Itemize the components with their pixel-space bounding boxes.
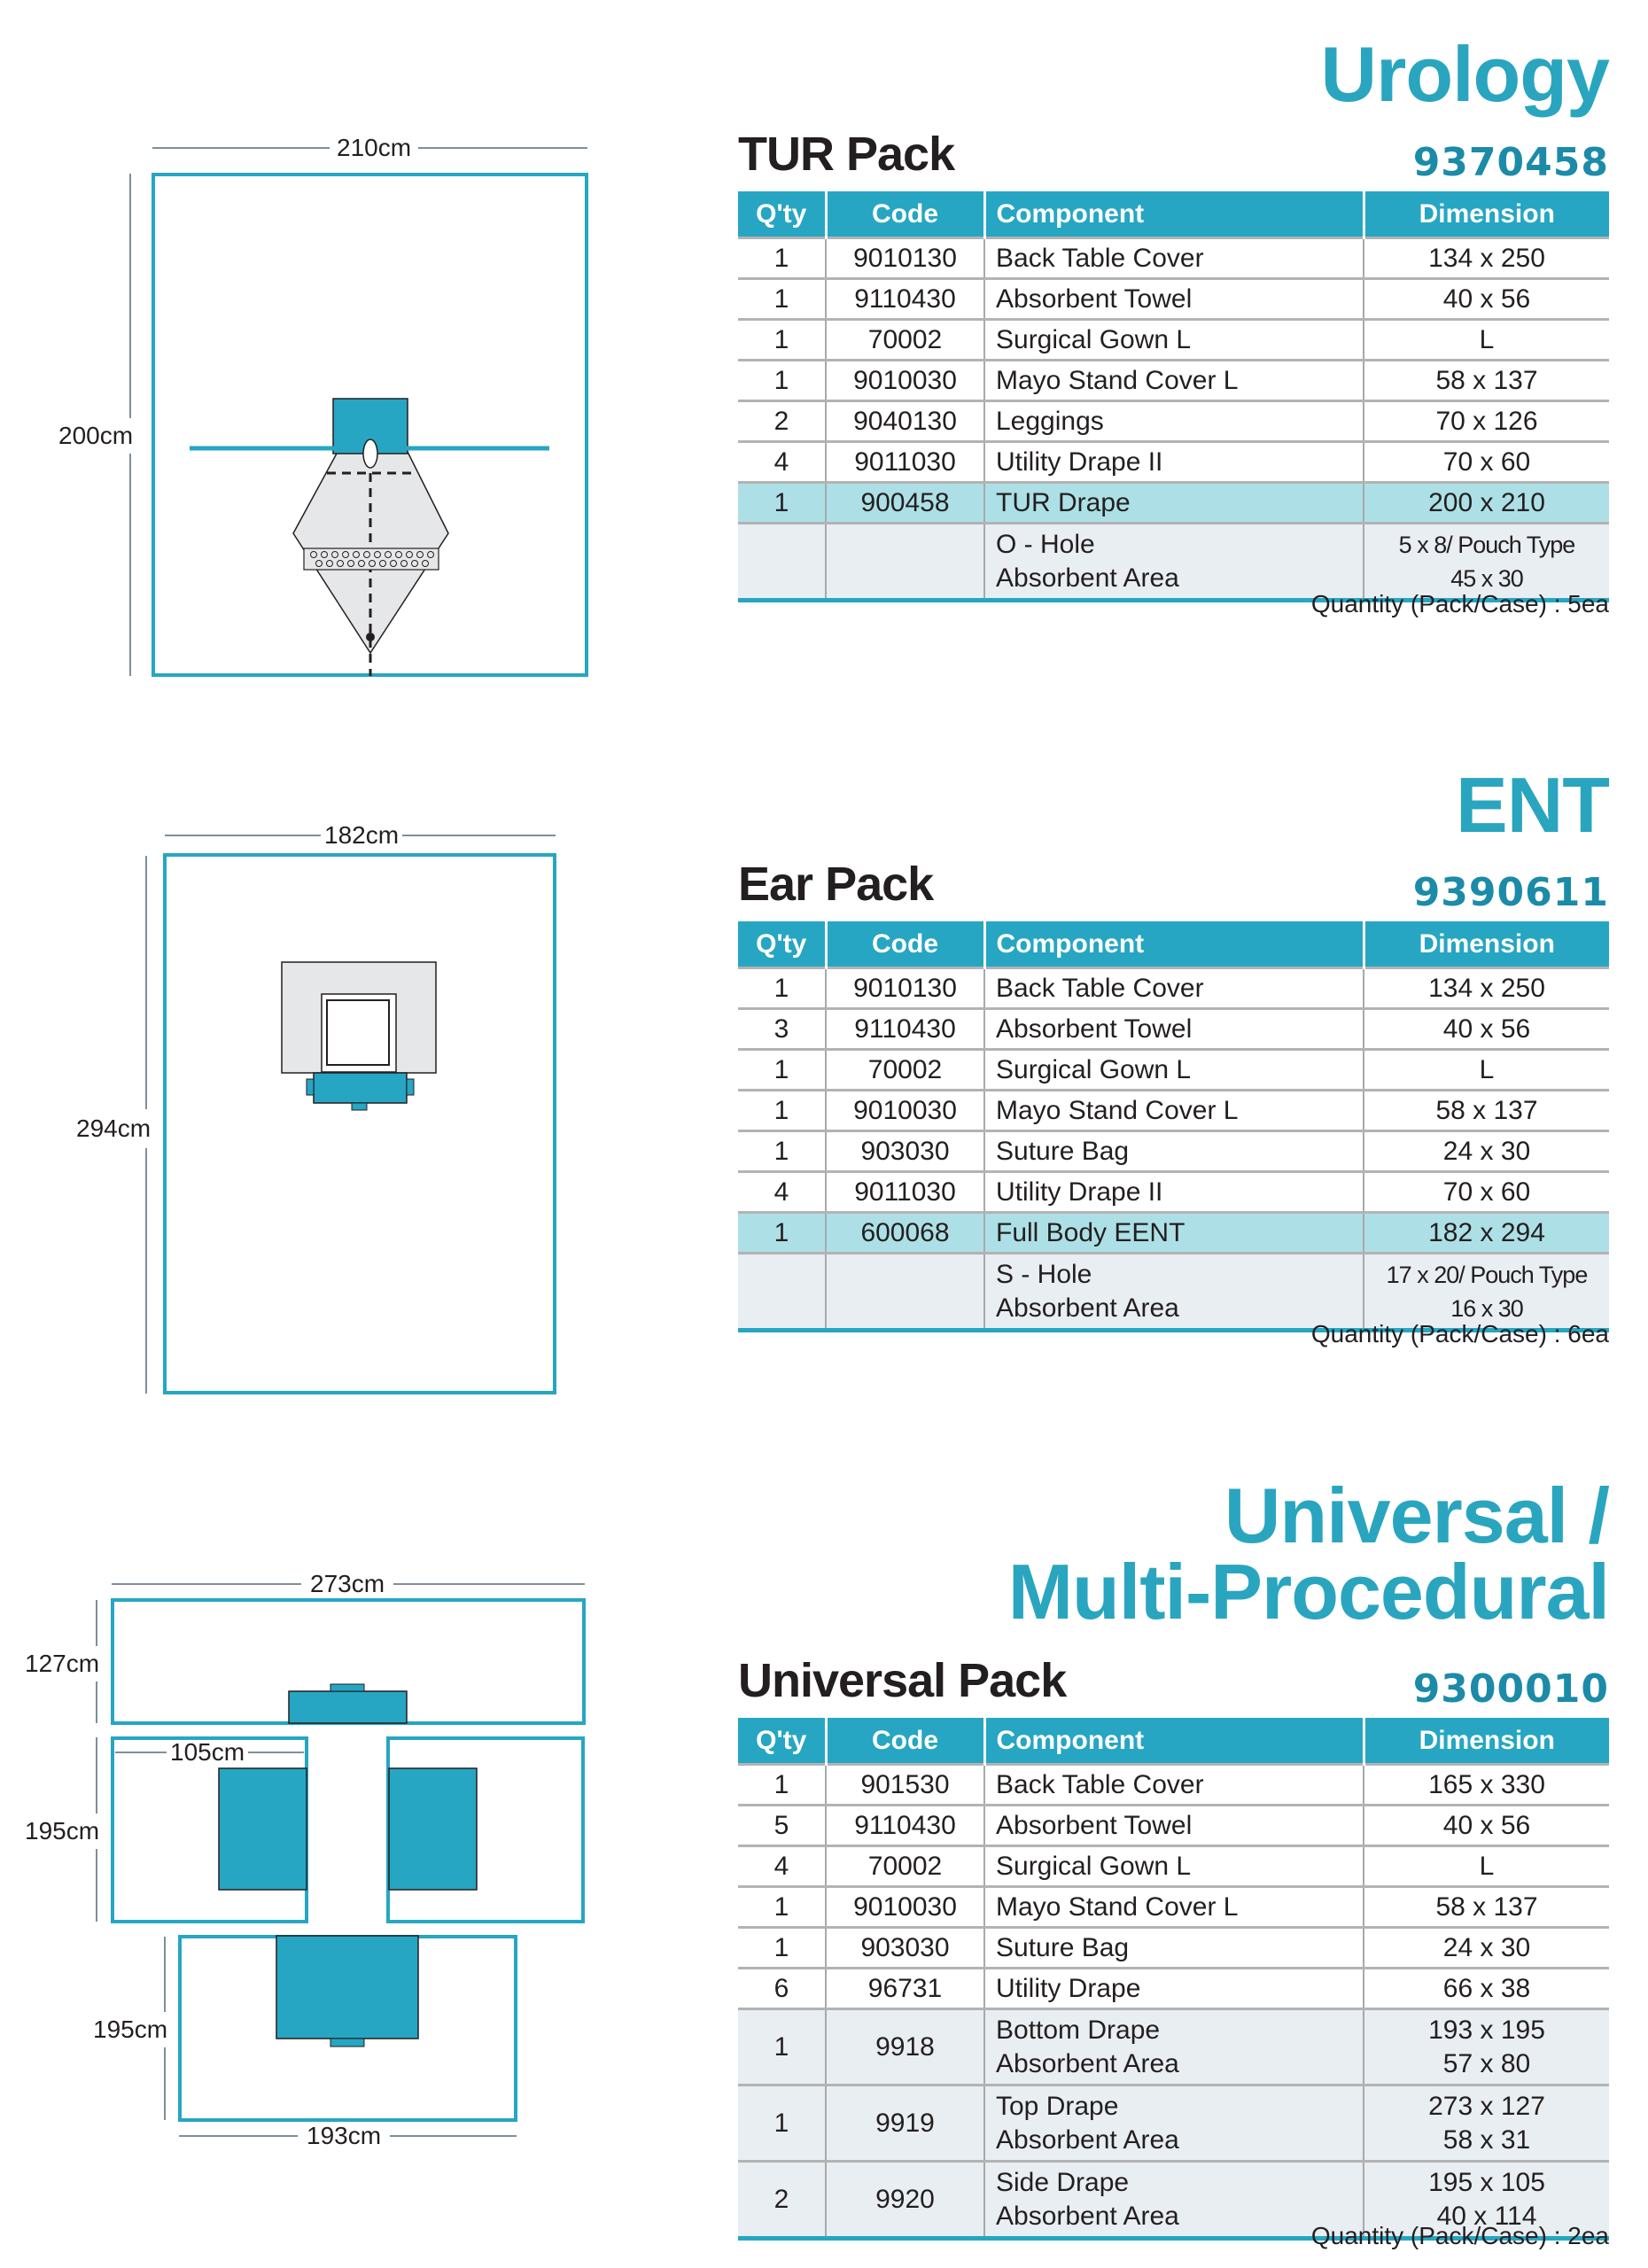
- cell-component: Mayo Stand Cover L: [984, 1887, 1364, 1928]
- dimension-line-2: 58 x 31: [1442, 2124, 1531, 2155]
- pack-code: 9370458: [1412, 140, 1609, 185]
- table-row: [738, 1131, 1609, 1172]
- cell-dimension: 58 x 137: [1364, 1887, 1609, 1928]
- cell-code: 901530: [826, 1765, 984, 1806]
- header-component: Component: [984, 921, 1364, 968]
- table-row-detail: [738, 1254, 1609, 1331]
- cell-component: TUR Drape: [984, 483, 1364, 524]
- component-line-2: Absorbent Area: [996, 563, 1179, 593]
- bottom-absorbent-area: [276, 1936, 418, 2039]
- dimension-line-2: 57 x 80: [1442, 2048, 1531, 2078]
- cell-component: Suture Bag: [984, 1131, 1364, 1172]
- cell-code: 9040130: [826, 401, 984, 442]
- cell-qty: 1: [738, 1091, 826, 1131]
- cell-component: Absorbent Towel: [984, 279, 1364, 320]
- cell-qty: 1: [738, 320, 826, 361]
- cell-component: [984, 524, 1364, 601]
- cell-qty: 4: [738, 442, 826, 483]
- cell-dimension: 134 x 250: [1364, 238, 1609, 279]
- table-header-row: [738, 191, 1609, 238]
- cell-dimension: 70 x 60: [1364, 442, 1609, 483]
- universal-drape-diagram: [0, 0, 620, 2268]
- cell-component: [984, 2009, 1364, 2085]
- cell-qty: 3: [738, 1009, 826, 1050]
- top-height-label: 127cm: [25, 1646, 99, 1682]
- pack-code: 9390611: [1412, 870, 1609, 915]
- table-row: [738, 1050, 1609, 1091]
- cell-code: 9919: [826, 2085, 984, 2162]
- cell-component: Surgical Gown L: [984, 320, 1364, 361]
- table-row: [738, 401, 1609, 442]
- cell-code: 9918: [826, 2009, 984, 2085]
- cell-component: Back Table Cover: [984, 238, 1364, 279]
- component-line-1: Side Drape: [996, 2167, 1130, 2197]
- header-dimension: Dimension: [1364, 191, 1609, 238]
- category-title-ent: ENT: [1456, 761, 1609, 849]
- table-row: [738, 238, 1609, 279]
- components-table: [738, 921, 1609, 1332]
- dimension-line-1: 195 x 105: [1428, 2167, 1545, 2197]
- cell-code: 9011030: [826, 442, 984, 483]
- cell-dimension: 66 x 38: [1364, 1969, 1609, 2009]
- cell-dimension: 40 x 56: [1364, 1009, 1609, 1050]
- components-table: [738, 1718, 1609, 2241]
- header-component: Component: [984, 1718, 1364, 1765]
- cell-qty: 1: [738, 2085, 826, 2162]
- dimension-line-1: 193 x 195: [1428, 2015, 1545, 2045]
- table-row: [738, 361, 1609, 401]
- cell-dimension: [1364, 2085, 1609, 2162]
- component-line-2: Absorbent Area: [996, 2201, 1179, 2231]
- bottom-height-label: 195cm: [93, 2012, 167, 2047]
- header-code: Code: [826, 1718, 984, 1765]
- cell-code: 9110430: [826, 1009, 984, 1050]
- cell-component: Back Table Cover: [984, 1765, 1364, 1806]
- cell-dimension: L: [1364, 1050, 1609, 1091]
- cell-qty: 1: [738, 238, 826, 279]
- cell-component: Full Body EENT: [984, 1213, 1364, 1254]
- cell-code: 70002: [826, 1050, 984, 1091]
- cell-component: Absorbent Towel: [984, 1009, 1364, 1050]
- table-row-detail: [738, 2009, 1609, 2085]
- side-height-label: 195cm: [25, 1814, 99, 1849]
- cell-qty: 2: [738, 2162, 826, 2239]
- dimension-line-2: 40 x 114: [1436, 2201, 1537, 2231]
- cell-component: Absorbent Towel: [984, 1806, 1364, 1846]
- cell-qty: 1: [738, 968, 826, 1009]
- bottom-width-label: 193cm: [298, 2124, 390, 2148]
- cell-code: 9110430: [826, 1806, 984, 1846]
- cell-dimension: [1364, 524, 1609, 601]
- cell-code: [826, 524, 984, 601]
- header-code: Code: [826, 191, 984, 238]
- cell-dimension: 40 x 56: [1364, 279, 1609, 320]
- cell-component: Utility Drape II: [984, 442, 1364, 483]
- table-row-highlighted: [738, 1213, 1609, 1254]
- cell-dimension: [1364, 1254, 1609, 1331]
- side-width-label: 105cm: [167, 1740, 248, 1765]
- cell-qty: 1: [738, 1131, 826, 1172]
- cell-dimension: 134 x 250: [1364, 968, 1609, 1009]
- component-line-1: O - Hole: [996, 529, 1095, 559]
- cell-qty: 5: [738, 1806, 826, 1846]
- cell-component: Back Table Cover: [984, 968, 1364, 1009]
- cell-code: 600068: [826, 1213, 984, 1254]
- cell-component: [984, 1254, 1364, 1331]
- cell-component: Leggings: [984, 401, 1364, 442]
- cell-code: 9920: [826, 2162, 984, 2239]
- table-row: [738, 442, 1609, 483]
- top-tube-holder: [330, 1684, 364, 1691]
- component-line-2: Absorbent Area: [996, 2048, 1179, 2078]
- cell-component: Suture Bag: [984, 1928, 1364, 1969]
- cell-dimension: 165 x 330: [1364, 1765, 1609, 1806]
- cell-component: Mayo Stand Cover L: [984, 1091, 1364, 1131]
- table-row-detail: [738, 2085, 1609, 2162]
- cell-component: [984, 2085, 1364, 2162]
- cell-code: 96731: [826, 1969, 984, 2009]
- cell-code: 903030: [826, 1928, 984, 1969]
- cell-qty: 1: [738, 1887, 826, 1928]
- table-row: [738, 1928, 1609, 1969]
- cell-qty: [738, 524, 826, 601]
- cell-code: 9010030: [826, 1091, 984, 1131]
- header-component: Component: [984, 191, 1364, 238]
- header-dimension: Dimension: [1364, 921, 1609, 968]
- cell-qty: 2: [738, 401, 826, 442]
- components-table: [738, 191, 1609, 602]
- cell-component: Surgical Gown L: [984, 1050, 1364, 1091]
- table-row: [738, 1887, 1609, 1928]
- cell-code: 9110430: [826, 279, 984, 320]
- dimension-line-1: 273 x 127: [1428, 2091, 1545, 2121]
- cell-dimension: 58 x 137: [1364, 361, 1609, 401]
- table-row: [738, 320, 1609, 361]
- table-row-highlighted: [738, 483, 1609, 524]
- component-line-1: Top Drape: [996, 2091, 1119, 2121]
- cell-qty: 1: [738, 1050, 826, 1091]
- width-label: 182cm: [321, 823, 402, 848]
- cell-code: 9010130: [826, 968, 984, 1009]
- cell-dimension: 40 x 56: [1364, 1806, 1609, 1846]
- cell-dimension: 24 x 30: [1364, 1928, 1609, 1969]
- cell-code: 903030: [826, 1131, 984, 1172]
- cell-qty: 1: [738, 279, 826, 320]
- cell-dimension: [1364, 2009, 1609, 2085]
- cell-code: 70002: [826, 320, 984, 361]
- cell-code: 9011030: [826, 1172, 984, 1213]
- cell-code: 9010130: [826, 238, 984, 279]
- left-absorbent-area: [219, 1768, 307, 1890]
- table-row: [738, 968, 1609, 1009]
- header-qty: Q'ty: [738, 921, 826, 968]
- bottom-tube-holder: [330, 2039, 364, 2047]
- component-line-2: Absorbent Area: [996, 1293, 1179, 1323]
- table-row: [738, 279, 1609, 320]
- header-qty: Q'ty: [738, 191, 826, 238]
- component-line-2: Absorbent Area: [996, 2124, 1179, 2155]
- cell-qty: 4: [738, 1172, 826, 1213]
- component-line-1: Bottom Drape: [996, 2015, 1161, 2045]
- category-title-universal-line2: Multi-Procedural: [1007, 1548, 1609, 1635]
- pack-name: Universal Pack: [738, 1654, 1067, 1707]
- cell-qty: 6: [738, 1969, 826, 2009]
- cell-qty: 1: [738, 1928, 826, 1969]
- dimension-line-1: 17 x 20/ Pouch Type: [1386, 1261, 1588, 1288]
- cell-dimension: 70 x 60: [1364, 1172, 1609, 1213]
- cell-dimension: 200 x 210: [1364, 483, 1609, 524]
- table-row: [738, 1172, 1609, 1213]
- pack-name: TUR Pack: [738, 128, 955, 181]
- height-label: 294cm: [76, 1109, 151, 1148]
- table-row: [738, 1009, 1609, 1050]
- category-title-universal-line1: Universal /: [1224, 1472, 1609, 1559]
- quantity-note: Quantity (Pack/Case) : 6ea: [1310, 1320, 1609, 1348]
- cell-code: 9010030: [826, 1887, 984, 1928]
- top-absorbent-area: [289, 1691, 407, 1723]
- cell-qty: 4: [738, 1846, 826, 1887]
- table-row: [738, 1806, 1609, 1846]
- cell-dimension: L: [1364, 1846, 1609, 1887]
- table-row: [738, 1765, 1609, 1806]
- category-title-urology: Urology: [1320, 30, 1609, 118]
- cell-qty: 1: [738, 1765, 826, 1806]
- cell-qty: 1: [738, 1213, 826, 1254]
- cell-code: 70002: [826, 1846, 984, 1887]
- dimension-line-2: 45 x 30: [1450, 564, 1523, 592]
- header-code: Code: [826, 921, 984, 968]
- cell-dimension: 58 x 137: [1364, 1091, 1609, 1131]
- cell-component: Surgical Gown L: [984, 1846, 1364, 1887]
- cell-dimension: 182 x 294: [1364, 1213, 1609, 1254]
- width-label: 210cm: [330, 136, 418, 160]
- height-label: 200cm: [58, 418, 133, 454]
- cell-qty: [738, 1254, 826, 1331]
- quantity-note: Quantity (Pack/Case) : 5ea: [1310, 590, 1609, 617]
- cell-component: Utility Drape II: [984, 1172, 1364, 1213]
- header-qty: Q'ty: [738, 1718, 826, 1765]
- table-row: [738, 1846, 1609, 1887]
- table-header-row: [738, 1718, 1609, 1765]
- cell-component: Mayo Stand Cover L: [984, 361, 1364, 401]
- dimension-line-1: 5 x 8/ Pouch Type: [1398, 531, 1575, 558]
- cell-component: Utility Drape: [984, 1969, 1364, 2009]
- table-row: [738, 1091, 1609, 1131]
- component-line-1: S - Hole: [996, 1259, 1092, 1289]
- cell-code: 900458: [826, 483, 984, 524]
- pack-name: Ear Pack: [738, 858, 934, 911]
- cell-code: [826, 1254, 984, 1331]
- table-row: [738, 1969, 1609, 2009]
- right-absorbent-area: [389, 1768, 477, 1890]
- header-dimension: Dimension: [1364, 1718, 1609, 1765]
- cell-code: 9010030: [826, 361, 984, 401]
- top-width-label: 273cm: [301, 1572, 393, 1596]
- cell-qty: 1: [738, 483, 826, 524]
- pack-code: 9300010: [1412, 1666, 1609, 1712]
- cell-qty: 1: [738, 2009, 826, 2085]
- quantity-note: Quantity (Pack/Case) : 2ea: [1310, 2222, 1609, 2249]
- dimension-line-2: 16 x 30: [1450, 1294, 1523, 1322]
- table-row-detail: [738, 524, 1609, 601]
- cell-component: [984, 2162, 1364, 2239]
- cell-dimension: 70 x 126: [1364, 401, 1609, 442]
- cell-dimension: L: [1364, 320, 1609, 361]
- table-header-row: [738, 921, 1609, 968]
- cell-dimension: 24 x 30: [1364, 1131, 1609, 1172]
- cell-qty: 1: [738, 361, 826, 401]
